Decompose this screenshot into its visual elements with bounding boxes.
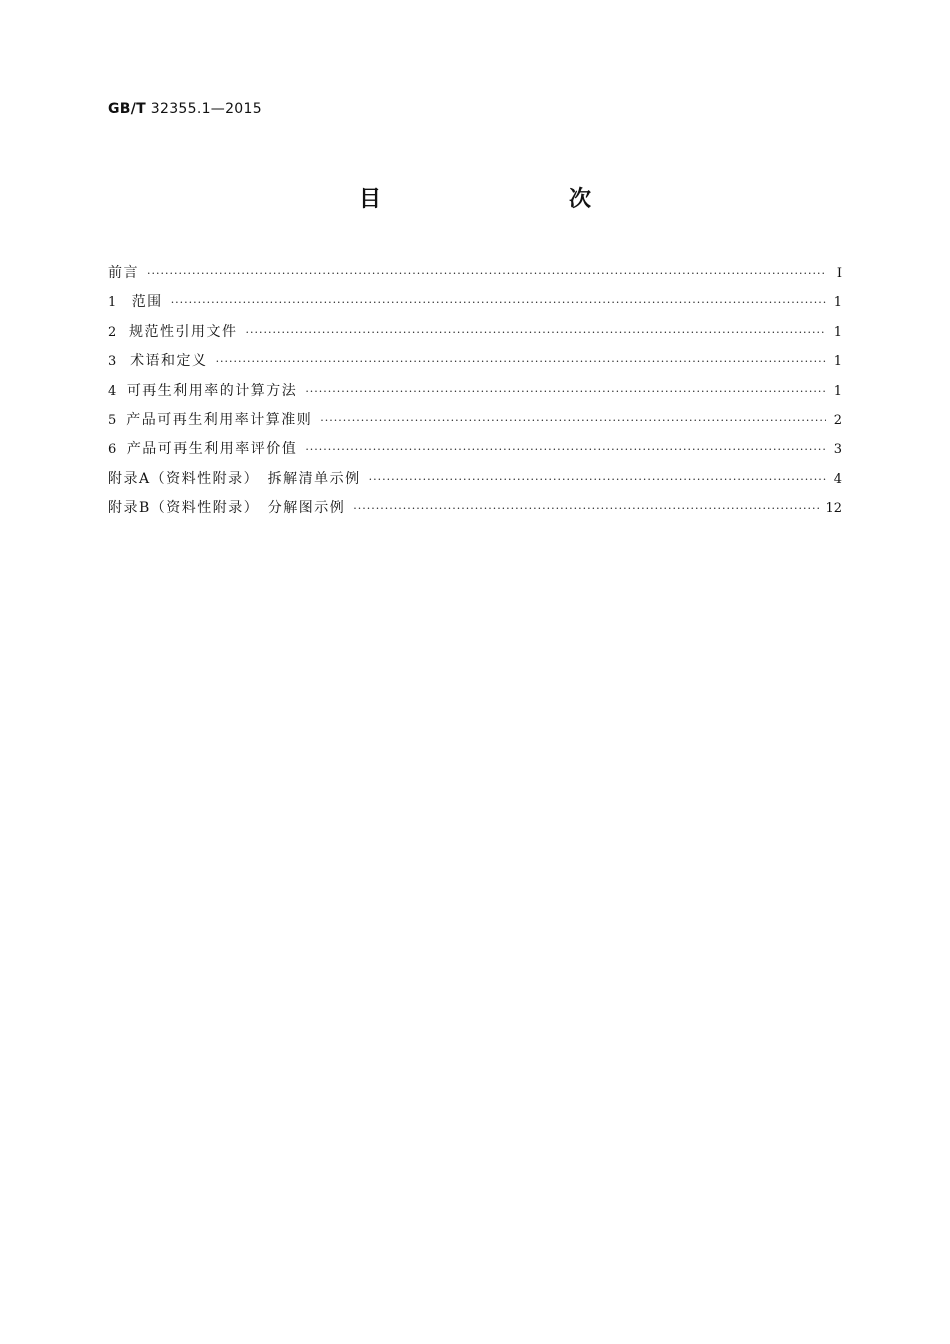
toc-dot-leader xyxy=(245,326,826,339)
toc-entry-page: 1 xyxy=(833,383,842,399)
toc-entry-number: 1 xyxy=(108,295,117,311)
toc-entry-number: 2 xyxy=(108,324,117,340)
toc-title: 目 次 xyxy=(358,187,639,212)
toc-dot-leader xyxy=(216,355,826,368)
toc-entry-page: 3 xyxy=(833,442,842,458)
toc-entry-label: 规范性引用文件 xyxy=(128,323,238,340)
toc-entry-page: 12 xyxy=(825,501,842,517)
toc-entry-3[interactable] xyxy=(108,350,842,379)
toc-entry-page: 4 xyxy=(833,471,842,487)
toc-entry-label: 附录A（资料性附录） 拆解清单示例 xyxy=(108,470,361,487)
toc-dot-leader xyxy=(305,385,826,398)
toc-dot-leader xyxy=(353,502,819,515)
toc-entry-label: 前言 xyxy=(108,265,139,281)
toc-entry-label: 可再生利用率的计算方法 xyxy=(126,382,298,399)
toc-entry-page: 2 xyxy=(833,412,842,428)
toc-entry-page: Ⅰ xyxy=(836,266,842,281)
toc-entry-page: 1 xyxy=(833,295,842,311)
toc-dot-leader xyxy=(305,443,826,456)
toc-entry-5[interactable] xyxy=(108,409,842,438)
toc-dot-leader xyxy=(320,414,826,427)
toc-entry-number: 6 xyxy=(108,442,117,458)
toc-dot-leader xyxy=(369,473,826,486)
toc-entry-6[interactable] xyxy=(108,438,842,467)
toc-entry-label: 附录B（资料性附录） 分解图示例 xyxy=(108,500,346,517)
toc-entry-number: 3 xyxy=(108,354,117,370)
toc-entry-label: 范围 xyxy=(131,294,163,311)
toc-entry-2[interactable] xyxy=(108,321,842,350)
toc-dot-leader xyxy=(171,296,826,309)
toc-entry-1[interactable] xyxy=(108,291,842,320)
toc-entry-number: 4 xyxy=(108,383,117,399)
toc-dot-leader xyxy=(147,267,826,280)
document-code-number: 32355.1—2015 xyxy=(150,101,262,117)
toc-entry-label: 产品可再生利用率计算准则 xyxy=(126,411,313,428)
table-of-contents xyxy=(108,262,842,527)
toc-entry-4[interactable] xyxy=(108,380,842,409)
toc-entry-annex-b[interactable] xyxy=(108,497,842,526)
document-code xyxy=(108,101,262,117)
toc-entry-page: 1 xyxy=(833,324,842,340)
document-code-prefix: GB/T xyxy=(108,101,147,117)
toc-entry-foreword[interactable] xyxy=(108,262,842,291)
toc-entry-label: 术语和定义 xyxy=(130,353,208,370)
toc-entry-annex-a[interactable] xyxy=(108,468,842,497)
toc-entry-number: 5 xyxy=(108,412,117,428)
toc-entry-label: 产品可再生利用率评价值 xyxy=(126,441,298,458)
toc-entry-page: 1 xyxy=(833,354,842,370)
